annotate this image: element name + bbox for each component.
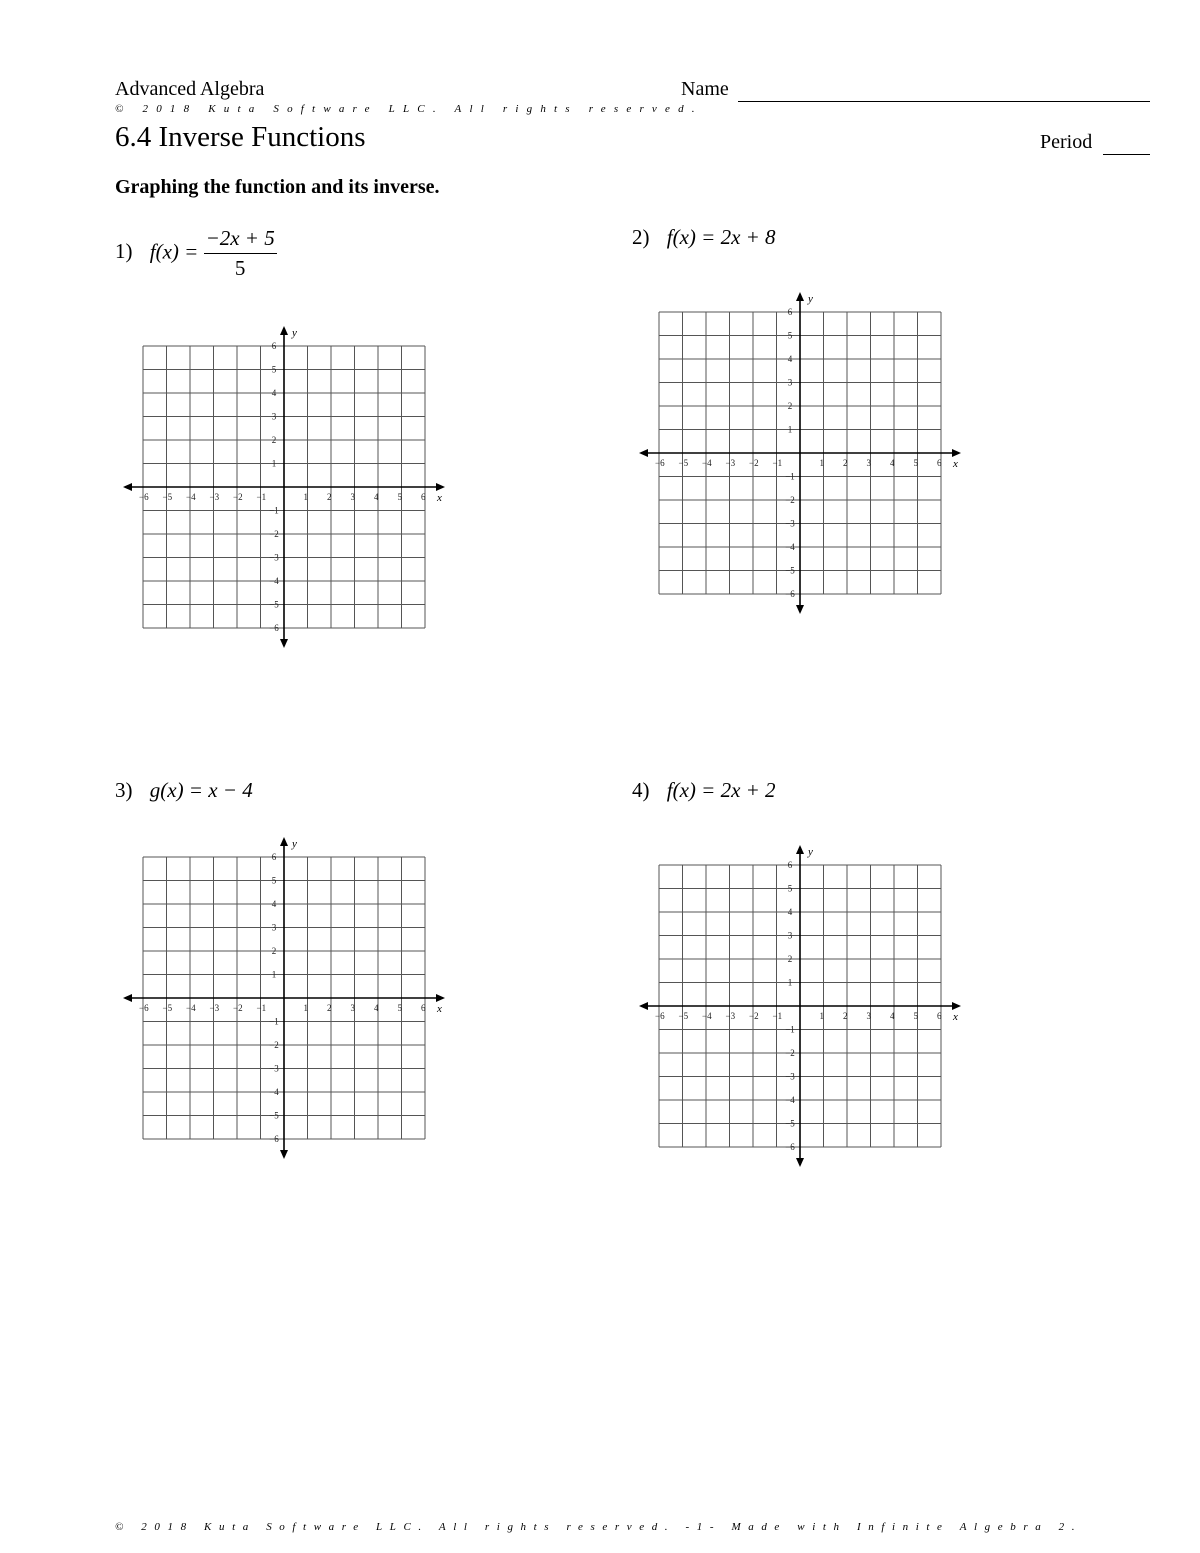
- x-tick-label: 2: [327, 1003, 332, 1013]
- x-tick-label: 5: [913, 458, 918, 468]
- period-label: Period: [1040, 131, 1093, 153]
- x-tick-label: −6: [139, 492, 149, 502]
- x-tick-label: 4: [890, 458, 895, 468]
- x-tick-label: 1: [303, 492, 308, 502]
- y-tick-label: 3: [271, 411, 277, 422]
- y-tick-label: −1: [785, 471, 795, 482]
- y-tick-label: 5: [787, 883, 793, 894]
- x-tick-label: −2: [749, 458, 759, 468]
- axis-arrow-icon: [280, 1150, 288, 1159]
- x-tick-label: 1: [819, 1011, 824, 1021]
- y-tick-label: 1: [787, 424, 793, 435]
- y-tick-label: 4: [271, 388, 277, 398]
- y-tick-label: 1: [271, 969, 277, 980]
- function-equation: f(x) = 2x + 8: [666, 225, 776, 249]
- y-tick-label: 2: [787, 401, 793, 411]
- x-tick-label: 5: [397, 492, 402, 502]
- axis-arrow-icon: [436, 483, 445, 491]
- y-tick-label: −2: [785, 495, 795, 505]
- x-tick-label: 2: [843, 458, 848, 468]
- x-tick-label: 3: [350, 1003, 355, 1013]
- axis-arrow-icon: [280, 326, 288, 335]
- coordinate-grid-1[interactable]: [121, 324, 447, 650]
- y-tick-label: 2: [271, 435, 277, 445]
- y-tick-label: −5: [269, 599, 279, 610]
- x-tick-label: −2: [233, 1003, 243, 1013]
- y-tick-label: 6: [271, 852, 277, 862]
- x-tick-label: 3: [866, 1011, 871, 1021]
- axis-arrow-icon: [796, 605, 804, 614]
- y-axis-label: y: [808, 293, 813, 305]
- function-equation: f(x) = 2x + 2: [666, 778, 776, 802]
- y-tick-label: −4: [269, 576, 279, 586]
- y-tick-label: −5: [269, 1110, 279, 1121]
- y-tick-label: −4: [785, 1095, 795, 1105]
- x-tick-label: 2: [843, 1011, 848, 1021]
- x-tick-label: 6: [937, 1011, 942, 1021]
- x-tick-label: 6: [937, 458, 942, 468]
- y-axis-label: y: [292, 838, 297, 850]
- x-tick-label: −6: [655, 1011, 665, 1021]
- x-tick-label: −3: [209, 1003, 220, 1013]
- x-tick-label: 1: [819, 458, 824, 468]
- axis-arrow-icon: [952, 449, 961, 457]
- axis-arrow-icon: [796, 1158, 804, 1167]
- y-axis-label: y: [292, 327, 297, 339]
- function-equation: g(x) = x − 4: [149, 778, 253, 802]
- x-tick-label: −1: [772, 458, 783, 468]
- y-tick-label: −6: [269, 1134, 279, 1144]
- y-tick-label: 5: [271, 875, 277, 886]
- copyright-notice: © 2018 Kuta Software LLC. All rights reserved.: [115, 103, 703, 115]
- x-tick-label: 4: [374, 492, 379, 502]
- y-tick-label: −2: [785, 1048, 795, 1058]
- problem-number: 4): [632, 778, 650, 802]
- problem-number: 2): [632, 225, 650, 249]
- name-label: Name: [681, 78, 729, 100]
- axis-arrow-icon: [123, 994, 132, 1002]
- y-tick-label: 4: [787, 354, 793, 364]
- footer-copyright: © 2018 Kuta Software LLC. All rights reserved. -1- Made with Infinite Algebra 2.: [115, 1521, 1083, 1533]
- instructions: Graphing the function and its inverse.: [115, 176, 440, 198]
- axis-arrow-icon: [123, 483, 132, 491]
- x-tick-label: −4: [702, 1011, 712, 1021]
- x-tick-label: −2: [749, 1011, 759, 1021]
- x-tick-label: −4: [186, 492, 196, 502]
- y-tick-label: 3: [787, 377, 793, 388]
- problem-number: 3): [115, 778, 133, 802]
- y-tick-label: 5: [271, 364, 277, 375]
- y-tick-label: 4: [787, 907, 793, 917]
- y-tick-label: −2: [269, 1040, 279, 1050]
- x-tick-label: −3: [725, 458, 736, 468]
- axis-arrow-icon: [639, 449, 648, 457]
- x-tick-label: 2: [327, 492, 332, 502]
- x-tick-label: −4: [186, 1003, 196, 1013]
- axis-arrow-icon: [280, 639, 288, 648]
- x-tick-label: −5: [678, 1011, 689, 1021]
- x-tick-label: 5: [913, 1011, 918, 1021]
- axis-arrow-icon: [436, 994, 445, 1002]
- problem-2: [632, 225, 776, 250]
- axis-arrow-icon: [796, 845, 804, 854]
- y-tick-label: −5: [785, 1118, 795, 1129]
- function-lhs: f(x) =: [149, 239, 199, 264]
- problem-3: [115, 778, 253, 803]
- x-tick-label: −3: [725, 1011, 736, 1021]
- axis-arrow-icon: [280, 837, 288, 846]
- y-tick-label: 2: [271, 946, 277, 956]
- x-tick-label: 6: [421, 1003, 426, 1013]
- x-tick-label: 3: [866, 458, 871, 468]
- y-tick-label: −2: [269, 529, 279, 539]
- period-field-line[interactable]: [1103, 154, 1150, 155]
- y-tick-label: 6: [271, 341, 277, 351]
- x-tick-label: −5: [162, 1003, 173, 1013]
- x-tick-label: −1: [256, 492, 267, 502]
- x-tick-label: 5: [397, 1003, 402, 1013]
- y-tick-label: −6: [785, 589, 795, 599]
- coordinate-grid-4[interactable]: [637, 843, 963, 1169]
- y-tick-label: 4: [271, 899, 277, 909]
- axis-arrow-icon: [952, 1002, 961, 1010]
- y-tick-label: 3: [271, 922, 277, 933]
- y-tick-label: −3: [785, 518, 795, 529]
- x-tick-label: 6: [421, 492, 426, 502]
- coordinate-grid-2[interactable]: [637, 290, 963, 616]
- x-axis-label: x: [953, 458, 958, 470]
- fraction-numerator: −2x + 5: [204, 226, 277, 254]
- x-tick-label: −5: [678, 458, 689, 468]
- x-tick-label: 4: [374, 1003, 379, 1013]
- y-axis-label: y: [808, 846, 813, 858]
- x-tick-label: 1: [303, 1003, 308, 1013]
- fraction-denominator: 5: [234, 256, 246, 280]
- coordinate-grid-3[interactable]: [121, 835, 447, 1161]
- y-tick-label: −3: [269, 552, 279, 563]
- x-tick-label: −1: [772, 1011, 783, 1021]
- y-tick-label: −1: [785, 1024, 795, 1035]
- y-tick-label: −3: [785, 1071, 795, 1082]
- x-tick-label: −3: [209, 492, 220, 502]
- y-tick-label: −4: [785, 542, 795, 552]
- y-tick-label: 1: [271, 458, 277, 469]
- x-tick-label: 3: [350, 492, 355, 502]
- x-tick-label: −5: [162, 492, 173, 502]
- axis-arrow-icon: [796, 292, 804, 301]
- x-axis-label: x: [437, 492, 442, 504]
- x-axis-label: x: [953, 1011, 958, 1023]
- y-tick-label: 3: [787, 930, 793, 941]
- axis-arrow-icon: [639, 1002, 648, 1010]
- y-tick-label: 6: [787, 860, 793, 870]
- y-tick-label: −3: [269, 1063, 279, 1074]
- y-tick-label: −6: [785, 1142, 795, 1152]
- x-tick-label: −6: [655, 458, 665, 468]
- name-field-line[interactable]: [738, 101, 1150, 102]
- y-tick-label: 2: [787, 954, 793, 964]
- page-title: 6.4 Inverse Functions: [115, 121, 366, 153]
- x-tick-label: −1: [256, 1003, 267, 1013]
- y-tick-label: −5: [785, 565, 795, 576]
- y-tick-label: 5: [787, 330, 793, 341]
- x-axis-label: x: [437, 1003, 442, 1015]
- problem-4: [632, 778, 776, 803]
- x-tick-label: −2: [233, 492, 243, 502]
- problem-number: 1): [115, 239, 133, 264]
- function-fraction: [204, 226, 277, 281]
- x-tick-label: −6: [139, 1003, 149, 1013]
- y-tick-label: 6: [787, 307, 793, 317]
- y-tick-label: −6: [269, 623, 279, 633]
- problem-1: [115, 226, 277, 281]
- x-tick-label: −4: [702, 458, 712, 468]
- y-tick-label: −1: [269, 1016, 279, 1027]
- y-tick-label: 1: [787, 977, 793, 988]
- x-tick-label: 4: [890, 1011, 895, 1021]
- course-name: Advanced Algebra: [115, 78, 265, 100]
- y-tick-label: −4: [269, 1087, 279, 1097]
- y-tick-label: −1: [269, 505, 279, 516]
